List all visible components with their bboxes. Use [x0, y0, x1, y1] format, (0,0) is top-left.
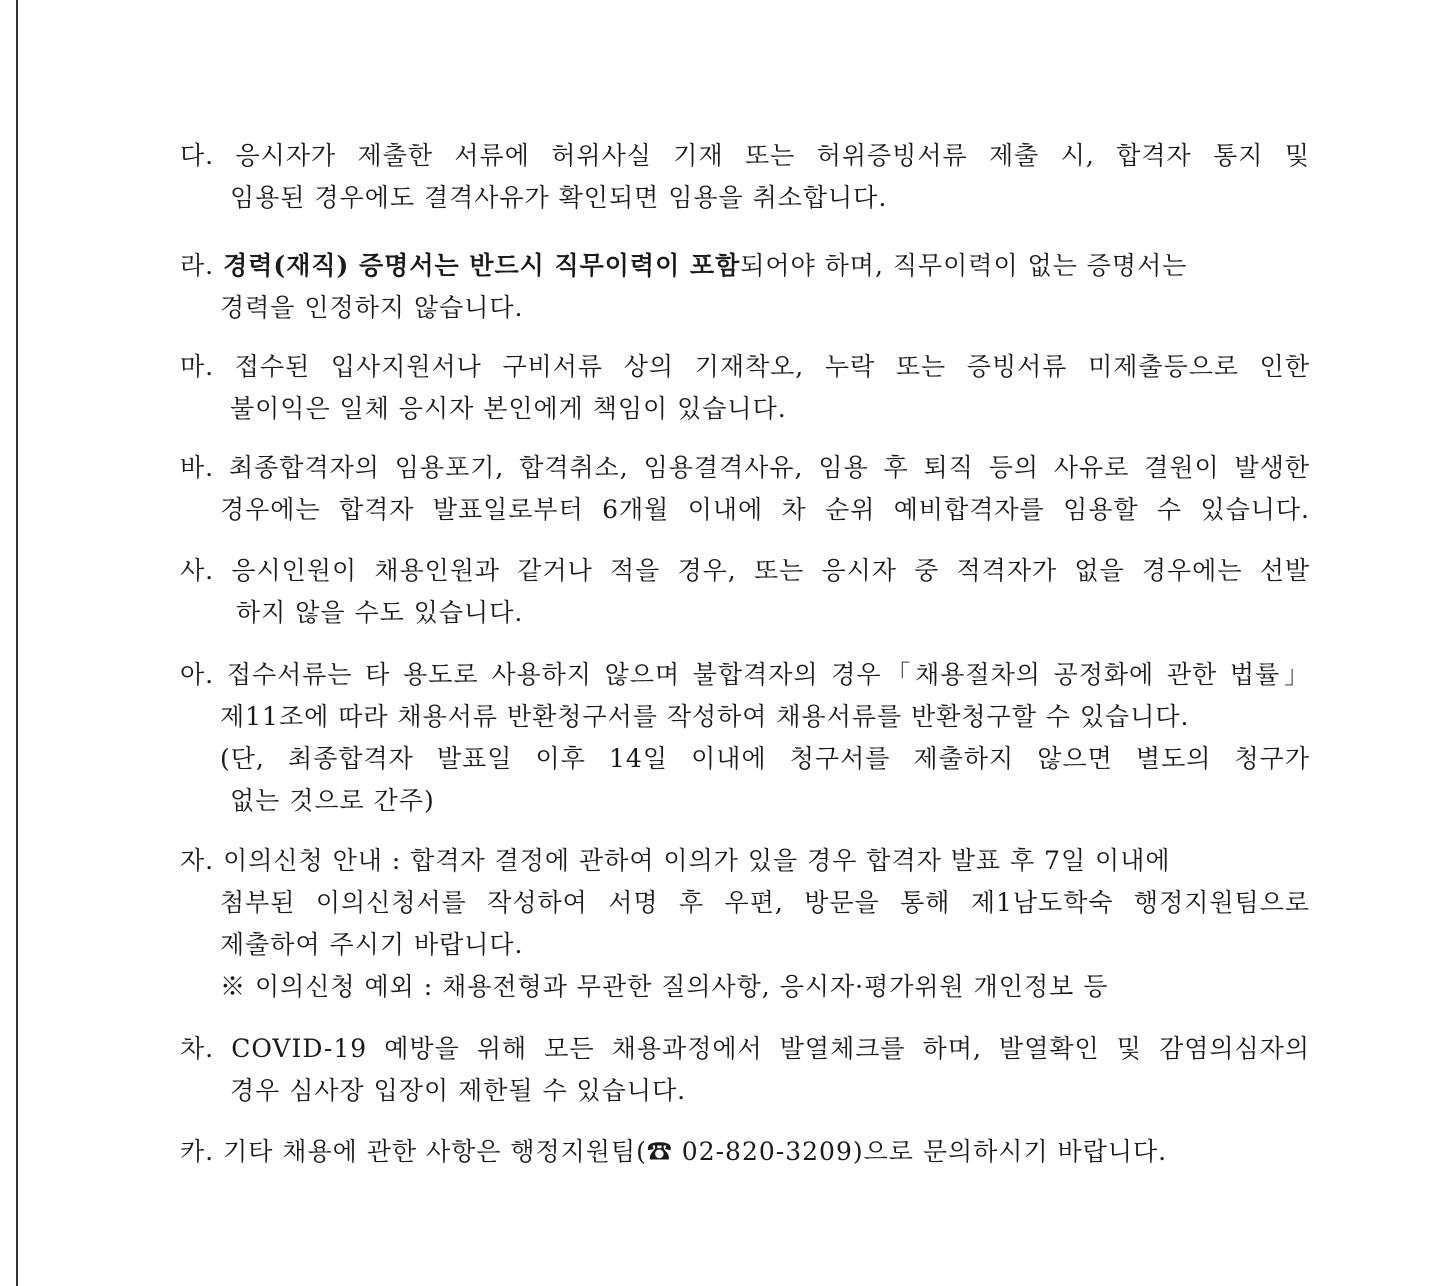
item-marker: 카.	[180, 1137, 215, 1166]
notice-item-da-line2: 임용된 경우에도 결격사유가 확인되면 임용을 취소합니다.	[230, 183, 888, 212]
notice-item-ja-note: ※ 이의신청 예외 : 채용전형과 무관한 질의사항, 응시자·평가위원 개인정보 등	[220, 972, 1109, 1001]
notice-item-da	[180, 135, 1310, 219]
bold-emphasis: 경력(재직) 증명서는 반드시 직무이력이 포함	[223, 251, 741, 280]
notice-item-a-line1	[180, 654, 1310, 696]
item-text: COVID-19 예방을 위해 모든 채용과정에서 발열체크를 하며, 발열확인 및 감염의심자의	[231, 1034, 1310, 1063]
notice-item-ka	[180, 1131, 1310, 1173]
notice-item-cha	[180, 1028, 1310, 1112]
notice-item-a-line4: 없는 것으로 간주)	[230, 786, 435, 815]
item-text: 응시인원이 채용인원과 같거나 적을 경우, 또는 응시자 중 적격자가 없을 경우에는 선발	[231, 556, 1310, 585]
notice-item-sa-line1	[180, 550, 1310, 592]
item-text: 기타 채용에 관한 사항은 행정지원팀(☎ 02-820-3209)으로 문의하시기 바랍니다.	[223, 1137, 1168, 1166]
item-text: 응시자가 제출한 서류에 허위사실 기재 또는 허위증빙서류 제출 시, 합격자 통지 및	[235, 141, 1310, 170]
notice-item-ra-line2: 경력을 인정하지 않습니다.	[220, 293, 524, 322]
notice-item-ba-line2: 경우에는 합격자 발표일로부터 6개월 이내에 차 순위 예비합격자를 임용할 수 있습니다.	[220, 495, 1310, 524]
item-marker: 라.	[180, 251, 215, 280]
notice-item-a-line2: 제11조에 따라 채용서류 반환청구서를 작성하여 채용서류를 반환청구할 수 있습니다.	[220, 702, 1190, 731]
item-marker: 자.	[180, 846, 215, 875]
notice-item-ja	[180, 840, 1310, 1008]
notice-item-ma-line1	[180, 346, 1310, 388]
notice-item-ja-line3: 제출하여 주시기 바랍니다.	[220, 930, 524, 959]
notice-item-da-line1	[180, 135, 1310, 177]
notice-item-ka-line1	[180, 1131, 1310, 1173]
notice-item-ra-line1	[180, 245, 1310, 287]
item-marker: 아.	[180, 660, 215, 689]
notice-item-sa-line2: 하지 않을 수도 있습니다.	[236, 598, 524, 627]
notice-item-a	[180, 654, 1310, 822]
notice-item-ma-line2: 불이익은 일체 응시자 본인에게 책임이 있습니다.	[230, 394, 787, 423]
item-text: 이의신청 안내 : 합격자 결정에 관하여 이의가 있을 경우 합격자 발표 후 7일 이내에	[223, 846, 1171, 875]
notice-item-cha-line1	[180, 1028, 1310, 1070]
notice-item-cha-line2: 경우 심사장 입장이 제한될 수 있습니다.	[230, 1076, 687, 1105]
notice-item-ba-line1	[180, 447, 1310, 489]
item-marker: 마.	[180, 352, 215, 381]
item-marker: 사.	[180, 556, 215, 585]
item-marker: 바.	[180, 453, 215, 482]
notice-item-ba	[180, 447, 1310, 531]
notice-item-sa	[180, 550, 1310, 634]
item-text: 최종합격자의 임용포기, 합격취소, 임용결격사유, 임용 후 퇴직 등의 사유로 결원이 발생한	[229, 453, 1311, 482]
notice-item-ja-line2: 첨부된 이의신청서를 작성하여 서명 후 우편, 방문을 통해 제1남도학숙 행정지원팀으로	[220, 888, 1310, 917]
notice-item-ra	[180, 245, 1310, 329]
notice-item-ja-line1	[180, 840, 1310, 882]
notice-item-ma	[180, 346, 1310, 430]
item-marker: 차.	[180, 1034, 215, 1063]
item-marker: 다.	[180, 141, 215, 170]
item-text: 되어야 하며, 직무이력이 없는 증명서는	[740, 251, 1188, 280]
notice-item-a-line3: (단, 최종합격자 발표일 이후 14일 이내에 청구서를 제출하지 않으면 별도의 청구가	[220, 744, 1310, 773]
item-text: 접수된 입사지원서나 구비서류 상의 기재착오, 누락 또는 증빙서류 미제출등으로 인한	[234, 352, 1310, 381]
item-text: 접수서류는 타 용도로 사용하지 않으며 불합격자의 경우「채용절차의 공정화에 관한 법률」	[226, 660, 1310, 689]
